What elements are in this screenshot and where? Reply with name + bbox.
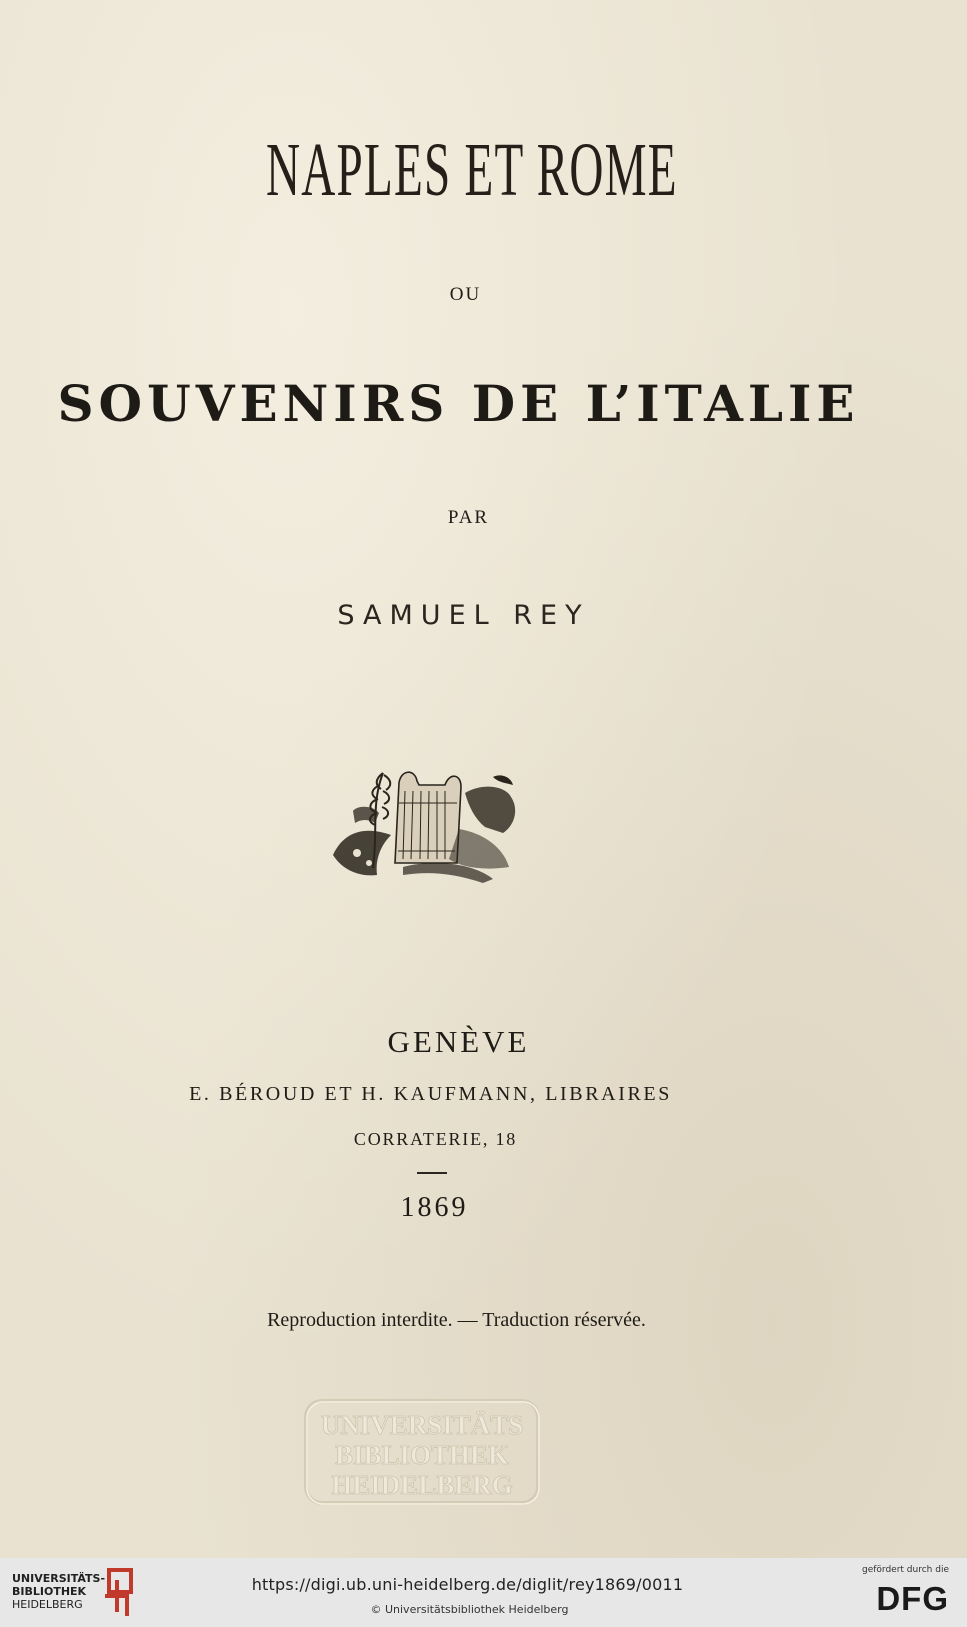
stamp-line-2: BIBLIOTHEK xyxy=(334,1440,510,1470)
publication-year: 1869 xyxy=(400,1192,469,1223)
publisher-line: E. BÉROUD ET H. KAUFMANN, LIBRAIRES xyxy=(189,1083,672,1105)
library-blind-stamp xyxy=(303,1398,541,1506)
lyre-vignette-illustration xyxy=(333,763,528,885)
dfg-logo[interactable]: DFG xyxy=(876,1580,949,1617)
divider-rule xyxy=(417,1172,447,1174)
permalink-url[interactable]: https://digi.ub.uni-heidelberg.de/diglit/rey1869/0011 xyxy=(251,1575,684,1594)
publication-city: GENÈVE xyxy=(387,1024,530,1059)
ub-logo-line-3: HEIDELBERG xyxy=(12,1598,83,1611)
copyright-notice: © Universitätsbibliothek Heidelberg xyxy=(370,1603,569,1616)
rights-notice: Reproduction interdite. — Traduction réservée. xyxy=(267,1309,646,1331)
ub-logo-line-2: BIBLIOTHEK xyxy=(12,1585,87,1598)
book-subtitle: SOUVENIRS DE L’ITALIE xyxy=(57,374,860,433)
title-conjunction: OU xyxy=(449,284,482,305)
author-name: SAMUEL REY xyxy=(337,600,590,631)
ub-logo-line-1: UNIVERSITÄTS- xyxy=(12,1572,106,1585)
stamp-line-3: HEIDELBERG xyxy=(331,1470,513,1500)
stamp-line-1: UNIVERSITÄTS xyxy=(320,1410,524,1440)
book-title: NAPLES ET ROME xyxy=(266,128,678,212)
by-line: PAR xyxy=(447,507,490,528)
viewer-footer xyxy=(0,1558,967,1627)
funder-note: gefördert durch die xyxy=(862,1565,949,1575)
publisher-address: CORRATERIE, 18 xyxy=(353,1129,518,1149)
